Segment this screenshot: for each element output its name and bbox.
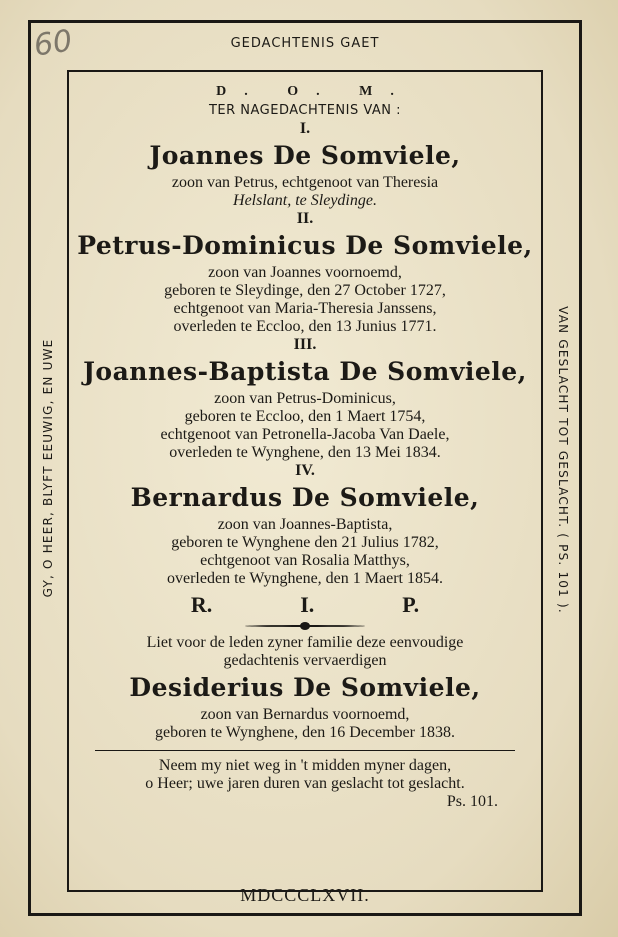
section-number: II. — [296, 210, 314, 227]
right-band-text: VAN GESLACHT TOT GESLACHT. ( PS. 101 ). — [556, 306, 570, 614]
bio-line: geboren te Eccloo, den 1 Maert 1754, — [184, 408, 426, 425]
bio-line: zoon van Joannes voornoemd, — [208, 264, 402, 281]
family-line: Liet voor de leden zyner familie deze eenvoudige — [146, 634, 464, 651]
psalm-line: Neem my niet weg in 't midden myner dagen, — [158, 757, 452, 774]
top-band-text: GEDACHTENIS GAET — [230, 36, 380, 51]
memorial-heading: TER NAGEDACHTENIS VAN : — [208, 103, 402, 118]
person-name: Joannes De Somviele, — [149, 141, 461, 170]
bio-line: overleden te Wynghene, den 13 Mei 1834. — [169, 444, 441, 461]
bio-line: Helslant, te Sleydinge. — [233, 192, 377, 209]
year-text: MDCCCLXVII. — [240, 885, 370, 905]
divider-line — [95, 750, 515, 751]
person-name: Petrus-Dominicus De Somviele, — [77, 231, 533, 260]
psalm-reference: Ps. 101. — [446, 793, 498, 810]
dedicator-name: Desiderius De Somviele, — [129, 673, 481, 702]
bio-line: geboren te Sleydinge, den 27 October 1727, — [164, 282, 446, 299]
bio-line: geboren te Wynghene den 21 Julius 1782, — [171, 534, 439, 551]
family-line: gedachtenis vervaerdigen — [223, 652, 387, 669]
dedicator-line: zoon van Bernardus voornoemd, — [200, 706, 410, 723]
ornamental-rule — [245, 622, 365, 630]
bio-line: echtgenoot van Maria-Theresia Janssens, — [173, 300, 437, 317]
bio-line: overleden te Eccloo, den 13 Junius 1771. — [173, 318, 437, 335]
bio-line: zoon van Petrus-Dominicus, — [214, 390, 396, 407]
bio-line: zoon van Joannes-Baptista, — [217, 516, 393, 533]
rip-letter: I. — [300, 592, 315, 617]
section-number: I. — [299, 120, 311, 137]
bio-line: overleden te Wynghene, den 1 Maert 1854. — [167, 570, 443, 587]
psalm-line: o Heer; uwe jaren duren van geslacht tot geslacht. — [145, 775, 465, 792]
person-name: Joannes-Baptista De Somviele, — [83, 357, 527, 386]
rip-letter: R. — [190, 592, 213, 617]
pencil-note: 60 — [31, 23, 75, 64]
dedicator-line: geboren te Wynghene, den 16 December 1838. — [155, 724, 455, 741]
bio-line: echtgenoot van Rosalia Matthys, — [200, 552, 410, 569]
section-number: III. — [293, 336, 317, 353]
card-content — [72, 82, 538, 811]
section-number: IV. — [295, 462, 315, 479]
left-band-text: GY, O HEER, BLYFT EEUWIG, EN UWE — [41, 338, 55, 598]
bio-line: zoon van Petrus, echtgenoot van Theresia — [171, 174, 439, 191]
bio-line: echtgenoot van Petronella-Jacoba Van Daele, — [160, 426, 450, 443]
dom-heading: D. O. M. — [216, 84, 412, 99]
rip-line — [72, 592, 538, 618]
rip-letter: P. — [402, 592, 420, 617]
person-name: Bernardus De Somviele, — [130, 483, 480, 512]
